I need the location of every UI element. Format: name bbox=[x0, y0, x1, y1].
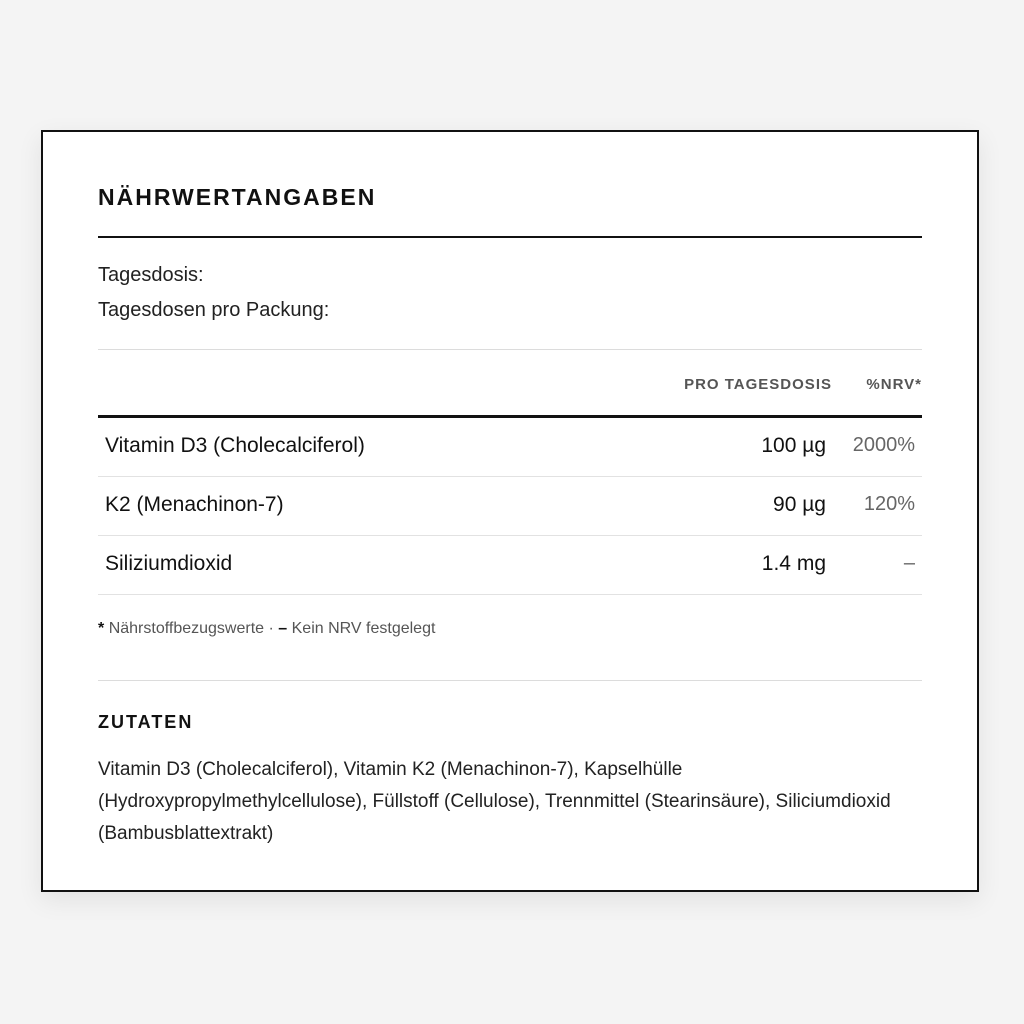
doses-per-pack-label: Tagesdosen pro Packung: bbox=[98, 299, 330, 321]
footnote-asterisk: * bbox=[98, 620, 105, 637]
title-divider bbox=[98, 236, 922, 238]
ingredients-title: ZUTATEN bbox=[98, 712, 194, 732]
footnote-dash: – bbox=[278, 620, 288, 637]
nutrient-dose: 90 µg bbox=[773, 493, 826, 516]
table-row bbox=[98, 536, 922, 595]
footnote bbox=[98, 620, 435, 638]
nutrient-name: K2 (Menachinon-7) bbox=[105, 493, 284, 516]
column-header-nrv: %NRV* bbox=[866, 376, 922, 393]
daily-dose-label: Tagesdosis: bbox=[98, 264, 204, 286]
meta-divider bbox=[98, 349, 922, 350]
nutrient-nrv: – bbox=[903, 552, 915, 574]
column-header-dose: PRO TAGESDOSIS bbox=[684, 376, 832, 393]
ingredients-text: Vitamin D3 (Cholecalciferol), Vitamin K2 (Menachinon-7), Kapselhülle (Hydroxypropylmethylcellulose), Füllstoff (Cellulose), Trennmittel (Stearinsäure), Siliciumdioxid (Bambusblattextrakt) bbox=[98, 759, 891, 844]
nutrient-dose: 100 µg bbox=[761, 434, 826, 457]
nutrition-card bbox=[41, 130, 979, 892]
table-row bbox=[98, 418, 922, 477]
ingredients-divider bbox=[98, 680, 922, 681]
table-row bbox=[98, 477, 922, 536]
nutrient-dose: 1.4 mg bbox=[761, 552, 826, 575]
nutrient-name: Vitamin D3 (Cholecalciferol) bbox=[105, 434, 365, 457]
nutrient-nrv: 120% bbox=[863, 493, 915, 515]
footnote-asterisk-text: Nährstoffbezugswerte · bbox=[108, 620, 274, 637]
nutrition-title: NÄHRWERTANGABEN bbox=[98, 184, 377, 210]
nutrient-nrv: 2000% bbox=[852, 434, 915, 456]
nutrient-name: Siliziumdioxid bbox=[105, 552, 233, 575]
nutrition-card-content bbox=[98, 132, 922, 890]
footnote-dash-text: Kein NRV festgelegt bbox=[291, 620, 436, 637]
